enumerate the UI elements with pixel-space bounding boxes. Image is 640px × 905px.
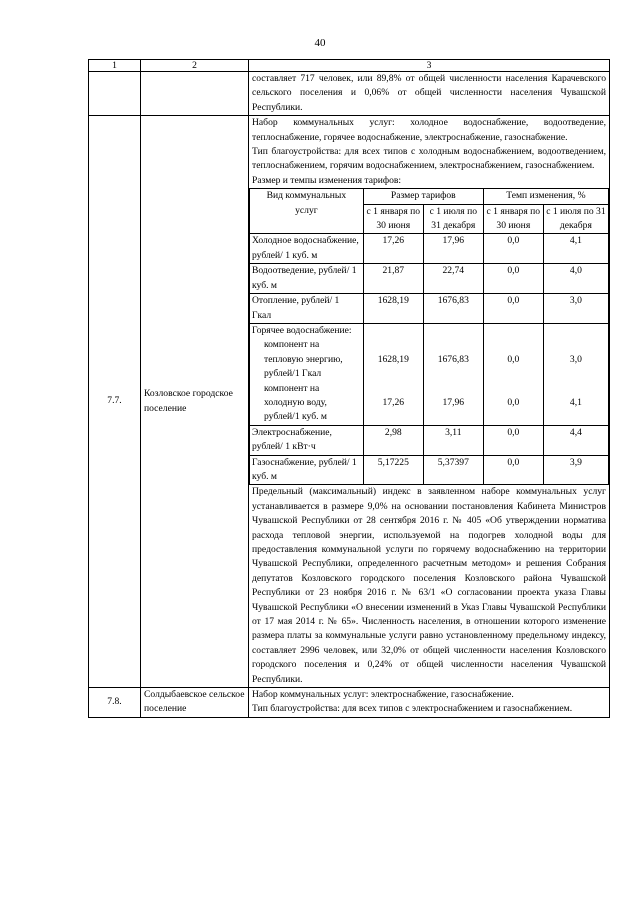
row-78-services: Набор коммунальных услуг: электроснабжение, газоснабжение. (252, 689, 514, 701)
tariff-row-v3: 0,0 (483, 425, 543, 455)
header-row (89, 60, 610, 72)
header-col-1: 1 (89, 60, 141, 72)
hot-water-c1-v2: 1676,83 (437, 353, 469, 365)
municipal-table (88, 59, 610, 718)
tariff-row-v3: 0,0 (483, 294, 543, 324)
tariff-row-v1: 2,98 (363, 425, 423, 455)
row-77-limit-text: Предельный (максимальный) индекс в заявленном наборе коммунальных услуг устанавливается в размере 9,0% на основании постановления Кабинета Министров Чувашской Республики от 28 сентября 2016 г. № 405 «Об утверждении норматива расхода тепловой энергии, используемой на подогрев холодной воды для предоставления коммунальной услуги по горячему водоснабжению на территории Чувашской Республики, определенного расчетным методом» и решения Собрания депутатов Козловского городского поселения Козловского района Чувашской Республики от 23 ноября 2016 г. № 63/1 «О согласовании проекта указа Главы Чувашской Республики «О внесении изменений в Указ Главы Чувашской Республики от 17 мая 2014 г. № 65». Численность населения, в отношении которого изменение размера платы за коммунальные услуги равно установленному предельному индексу, составляет 2996 человек, или 32,0% от общей численности населения Козловского городского поселения и 0,24% от общей численности населения Чувашской Республики. (252, 486, 606, 685)
tariff-sub-1: с 1 января по 30 июня (363, 204, 423, 234)
tariff-header-row (250, 189, 609, 204)
tariff-row-v2: 5,37397 (423, 455, 483, 485)
header-col-3: 3 (249, 60, 610, 72)
row-78-name: Солдыбаевское сельское поселение (141, 688, 249, 718)
tariff-row-name: Холодное водоснабжение, рублей/ 1 куб. м (250, 234, 364, 264)
row-77-tariffs-intro: Размер и темпы изменения тарифов: (252, 174, 402, 186)
hot-water-component-2: компонент на холодную воду, рублей/1 куб. м (264, 382, 327, 423)
hot-water-v4-cell (543, 323, 608, 425)
row-prev-text: составляет 717 человек, или 89,8% от общей численности населения Карачевского сельского поселения и 0,06% от общей численности населения Чувашской Республики. (249, 72, 610, 116)
tariff-row-v4: 3,0 (543, 294, 608, 324)
header-col-2: 2 (141, 60, 249, 72)
tariff-table (249, 188, 609, 485)
row-77-num: 7.7. (89, 116, 141, 688)
tariff-row-v4: 4,1 (543, 234, 608, 264)
hot-water-c2-v3: 0,0 (507, 396, 520, 408)
hot-water-v2-cell (423, 323, 483, 425)
tariff-row-wastewater (250, 264, 609, 294)
tariff-row-name: Водоотведение, рублей/ 1 куб. м (250, 264, 364, 294)
row-prev-name (141, 72, 249, 116)
hot-water-component-1: компонент на тепловую энергию, рублей/1 Гкал (264, 339, 343, 380)
tariff-sub-3: с 1 января по 30 июня (483, 204, 543, 234)
row-77-content (249, 116, 610, 688)
tariff-row-v1: 5,17225 (363, 455, 423, 485)
table-row-prev (89, 72, 610, 116)
tariff-row-v3: 0,0 (483, 234, 543, 264)
tariff-row-v2: 17,96 (423, 234, 483, 264)
tariff-row-hot-water (250, 323, 609, 425)
row-prev-num (89, 72, 141, 116)
tariff-row-v1: 21,87 (363, 264, 423, 294)
tariff-row-name: Электроснабжение, рублей/ 1 кВт·ч (250, 425, 364, 455)
row-77-services: Набор коммунальных услуг: холодное водоснабжение, водоотведение, теплоснабжение, горячее водоснабжение, электроснабжение, газоснабжение. (252, 117, 606, 143)
hot-water-c2-v2: 17,96 (442, 396, 465, 408)
hot-water-v1-cell (363, 323, 423, 425)
tariff-row-name: Газоснабжение, рублей/ 1 куб. м (250, 455, 364, 485)
tariff-sub-4: с 1 июля по 31 декабря (543, 204, 608, 234)
tariff-row-hot-water-name (250, 323, 364, 425)
tariff-row-name: Отопление, рублей/ 1 Гкал (250, 294, 364, 324)
tariff-sub-2: с 1 июля по 31 декабря (423, 204, 483, 234)
tariff-row-v4: 4,0 (543, 264, 608, 294)
tariff-row-v1: 17,26 (363, 234, 423, 264)
page-number: 40 (314, 37, 326, 49)
row-78-improvement: Тип благоустройства: для всех типов с электроснабжением и газоснабжением. (252, 703, 573, 715)
tariff-row-v3: 0,0 (483, 264, 543, 294)
hot-water-c1-v3: 0,0 (507, 353, 520, 365)
table-row-78 (89, 688, 610, 718)
tariff-row-v2: 3,11 (423, 425, 483, 455)
tariff-row-v4: 3,9 (543, 455, 608, 485)
row-78-content (249, 688, 610, 718)
tariff-row-electricity (250, 425, 609, 455)
tariff-row-v4: 4,4 (543, 425, 608, 455)
tariff-col-service: Вид коммунальных услуг (250, 189, 364, 234)
tariff-row-v1: 1628,19 (363, 294, 423, 324)
row-78-num: 7.8. (89, 688, 141, 718)
tariff-row-cold-water (250, 234, 609, 264)
tariff-row-gas (250, 455, 609, 485)
tariff-col-rate: Темп изменения, % (483, 189, 608, 204)
hot-water-c2-v1: 17,26 (382, 396, 405, 408)
tariff-row-v2: 1676,83 (423, 294, 483, 324)
tariff-row-v2: 22,74 (423, 264, 483, 294)
row-77-name: Козловское городское поселение (141, 116, 249, 688)
table-row-77 (89, 116, 610, 688)
tariff-col-size: Размер тарифов (363, 189, 483, 204)
hot-water-label: Горячее водоснабжение: (252, 324, 352, 336)
tariff-row-heating (250, 294, 609, 324)
tariff-row-v3: 0,0 (483, 455, 543, 485)
hot-water-c1-v1: 1628,19 (377, 353, 409, 365)
hot-water-c2-v4: 4,1 (569, 396, 582, 408)
hot-water-c1-v4: 3,0 (569, 353, 582, 365)
hot-water-v3-cell (483, 323, 543, 425)
row-77-improvement: Тип благоустройства: для всех типов с холодным водоснабжением, водоотведением, теплоснабжением, горячим водоснабжением, электроснабжением, газоснабжением. (252, 146, 606, 172)
